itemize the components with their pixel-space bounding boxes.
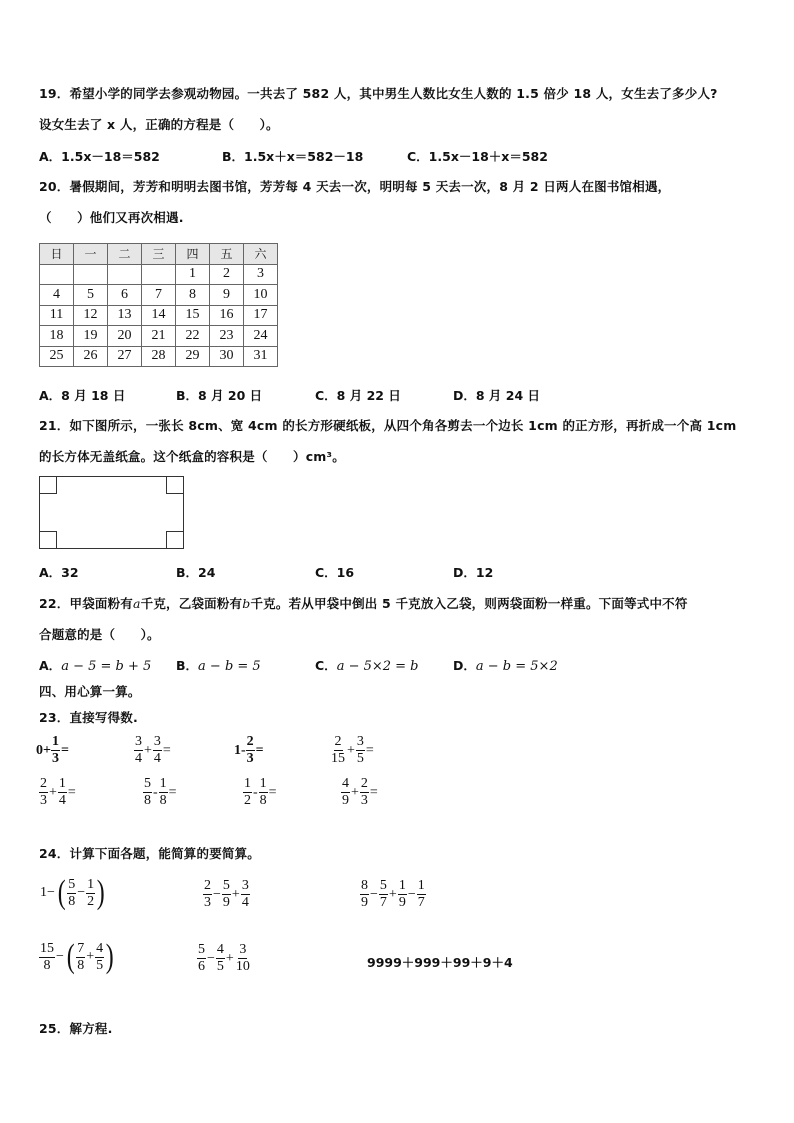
calc-expr-6: 9999＋999＋99＋9＋4 (367, 955, 513, 970)
q22-option-c (315, 656, 419, 674)
numerator: 3 (153, 734, 161, 749)
numerator: 15 (40, 940, 54, 956)
denominator: 15 (331, 751, 345, 766)
calendar-header-cell: 五 (210, 244, 244, 265)
q19-option-b: B．1.5x＋x＝582－18 (222, 149, 364, 164)
denominator: 4 (153, 751, 161, 766)
expr-prefix: 1- (234, 742, 246, 758)
denominator: 5 (356, 751, 364, 766)
numerator: 5 (379, 878, 387, 893)
denominator: 8 (68, 893, 76, 909)
numerator: 2 (204, 878, 211, 893)
q20-option-a: A．8 月 18 日 (39, 388, 126, 403)
left-paren: ( (57, 874, 66, 911)
mental-calc-1 (36, 734, 70, 767)
mental-calc-2 (134, 734, 172, 767)
calendar-day-cell: 11 (40, 305, 74, 326)
calendar-day-cell: 2 (210, 264, 244, 285)
numerator: 5 (68, 876, 76, 892)
calendar-day-cell: 6 (108, 285, 142, 306)
q20-line1: 20．暑假期间，芳芳和明明去图书馆，芳芳每 4 天去一次，明明每 5 天去一次，8 月 2 日两人在图书馆相遇， (39, 179, 671, 194)
operator: + (49, 784, 57, 800)
numerator: 7 (77, 940, 85, 956)
q21-line1: 21．如下图所示，一张长 8cm、宽 4cm 的长方形硬纸板，从四个角各剪去一个边长 1cm 的正方形，再折成一个高 1cm (39, 418, 737, 433)
fraction (341, 776, 350, 809)
calendar-week-row (40, 285, 278, 306)
denominator: 9 (361, 895, 368, 910)
calendar-header-cell: 一 (74, 244, 108, 265)
option-expression: a − 5×2 = b (336, 659, 419, 674)
calendar-day-cell: 26 (74, 346, 108, 367)
fraction (417, 878, 426, 911)
fraction (398, 878, 407, 911)
fraction (86, 877, 95, 910)
mental-calc-7 (243, 776, 278, 809)
calc-expr-5 (197, 942, 251, 975)
q25-title: 25．解方程. (39, 1021, 113, 1036)
q20-option-d: D．8 月 24 日 (453, 388, 541, 403)
option-expression: a − 5 = b + 5 (61, 659, 152, 674)
mental-calc-5 (39, 776, 77, 809)
denominator: 8 (43, 957, 51, 973)
fraction (153, 734, 162, 767)
fraction (379, 878, 388, 911)
calendar-day-cell: 13 (108, 305, 142, 326)
option-label: C． (315, 658, 337, 673)
fraction (203, 878, 212, 911)
denominator: 8 (259, 793, 267, 808)
calendar-day-cell: 8 (176, 285, 210, 306)
denominator: 6 (198, 959, 205, 974)
denominator: 9 (342, 793, 349, 808)
q21-option-d: D．12 (453, 565, 494, 580)
operator: + (347, 742, 355, 758)
numerator: 5 (222, 878, 230, 893)
q20-option-c: C．8 月 22 日 (315, 388, 401, 403)
equals-sign: = (268, 784, 277, 800)
operator: + (225, 950, 234, 966)
calendar-day-cell (108, 264, 142, 285)
calendar-day-cell: 19 (74, 326, 108, 347)
option-label: B． (176, 658, 199, 673)
calendar-day-cell: 21 (142, 326, 176, 347)
calendar-day-cell: 28 (142, 346, 176, 367)
operator: − (213, 886, 221, 902)
option-label: A． (39, 658, 62, 673)
fraction (243, 776, 252, 809)
numerator: 2 (40, 776, 47, 791)
calendar-day-cell (40, 264, 74, 285)
variable-a: a (133, 596, 141, 611)
denominator: 2 (87, 893, 95, 909)
calendar-week-row (40, 326, 278, 347)
fraction (76, 941, 85, 974)
q20-line2: （ ）他们又再次相遇. (39, 210, 184, 225)
operator: - (153, 784, 158, 800)
calendar-header-cell: 四 (176, 244, 210, 265)
operator: − (207, 950, 215, 966)
calendar-day-cell: 10 (244, 285, 278, 306)
equals-sign: = (369, 784, 378, 800)
calendar-day-cell: 31 (244, 346, 278, 367)
operator: − (407, 886, 416, 902)
denominator: 3 (204, 895, 211, 910)
calendar-day-cell: 9 (210, 285, 244, 306)
option-label: D． (453, 658, 476, 673)
calendar-day-cell (74, 264, 108, 285)
fraction (39, 941, 55, 974)
q22-text-b: 千克，乙袋面粉有 (140, 596, 243, 611)
denominator: 3 (246, 751, 254, 766)
operator: + (388, 886, 397, 902)
denominator: 7 (379, 895, 387, 910)
calc-expr-1 (39, 876, 106, 910)
calendar-day-cell (142, 264, 176, 285)
equals-sign: = (162, 742, 171, 758)
calendar-day-cell: 3 (244, 264, 278, 285)
right-paren: ) (96, 874, 105, 911)
calendar-day-cell: 24 (244, 326, 278, 347)
calendar-day-cell: 23 (210, 326, 244, 347)
q22-line2: 合题意的是（ ）。 (39, 627, 160, 642)
numerator: 2 (334, 734, 342, 749)
cut-corner-square (39, 476, 57, 494)
numerator: 1 (159, 776, 167, 791)
calendar-header-cell: 二 (108, 244, 142, 265)
q22-line1 (39, 594, 688, 612)
q22-text-a: 22．甲袋面粉有 (39, 596, 133, 611)
numerator: 1 (259, 776, 267, 791)
q22-option-a (39, 656, 151, 674)
numerator: 1 (244, 776, 251, 791)
cardboard-rectangle-figure (39, 476, 184, 549)
q19-option-a: A．1.5x－18＝582 (39, 149, 160, 164)
mental-calc-4 (330, 734, 375, 767)
operator: − (77, 885, 86, 900)
fraction (39, 776, 48, 809)
numerator: 1 (51, 734, 59, 749)
q21-option-a: A．32 (39, 565, 79, 580)
mental-calc-8 (341, 776, 379, 809)
calendar-day-cell: 30 (210, 346, 244, 367)
q22-option-d (453, 656, 558, 674)
fraction (259, 776, 268, 809)
mental-calc-3 (234, 734, 265, 767)
calendar-day-cell: 29 (176, 346, 210, 367)
operator: + (231, 886, 240, 902)
numerator: 1 (87, 876, 95, 892)
calendar-day-cell: 1 (176, 264, 210, 285)
cut-corner-square (39, 531, 57, 549)
calendar-header-row (40, 244, 278, 265)
numerator: 3 (241, 878, 249, 893)
fraction (134, 734, 143, 767)
q22-text-c: 千克。若从甲袋中倒出 5 千克放入乙袋，则两袋面粉一样重。下面等式中不符 (250, 596, 688, 611)
numerator: 4 (342, 776, 349, 791)
denominator: 10 (235, 959, 250, 974)
denominator: 5 (96, 957, 104, 973)
q22-option-b (176, 656, 261, 674)
section-heading: 四、用心算一算。 (39, 684, 141, 699)
numerator: 2 (360, 776, 368, 791)
denominator: 8 (77, 957, 85, 973)
expr-prefix: 0+ (36, 742, 51, 758)
calc-expr-3 (360, 878, 426, 911)
calendar-header-cell: 六 (244, 244, 278, 265)
fraction (222, 878, 231, 911)
calendar-week-row (40, 264, 278, 285)
fraction (159, 776, 168, 809)
mental-calc-6 (143, 776, 178, 809)
q23-title: 23．直接写得数. (39, 710, 138, 725)
numerator: 3 (356, 734, 364, 749)
calendar-day-cell: 20 (108, 326, 142, 347)
calendar-day-cell: 7 (142, 285, 176, 306)
variable-b: b (242, 596, 251, 611)
q21-line2: 的长方体无盖纸盒。这个纸盒的容积是（ ）cm³。 (39, 449, 345, 464)
option-expression: a − b = 5 (198, 659, 261, 674)
denominator: 4 (135, 751, 142, 766)
fraction (360, 878, 369, 911)
denominator: 3 (51, 751, 59, 766)
numerator: 4 (216, 942, 224, 957)
denominator: 8 (159, 793, 167, 808)
q19-option-c: C．1.5x－18＋x＝582 (407, 149, 548, 164)
fraction (330, 734, 346, 767)
denominator: 9 (398, 895, 406, 910)
q19-line1: 19．希望小学的同学去参观动物园。一共去了 582 人，其中男生人数比女生人数的 1.5 倍少 18 人，女生去了多少人? (39, 86, 718, 101)
numerator: 8 (361, 878, 368, 893)
fraction (95, 941, 104, 974)
denominator: 3 (360, 793, 368, 808)
calendar-header-cell: 三 (142, 244, 176, 265)
calendar-day-cell: 4 (40, 285, 74, 306)
calendar-day-cell: 18 (40, 326, 74, 347)
numerator: 1 (398, 878, 406, 893)
calc-expr-2 (203, 878, 250, 911)
numerator: 5 (198, 942, 205, 957)
numerator: 1 (417, 878, 425, 893)
calendar-day-cell: 27 (108, 346, 142, 367)
fraction (235, 942, 251, 975)
cut-corner-square (166, 531, 184, 549)
q19-line2: 设女生去了 x 人，正确的方程是（ ）。 (39, 117, 279, 132)
numerator: 4 (96, 940, 104, 956)
fraction (51, 734, 60, 767)
calendar-week-row (40, 346, 278, 367)
fraction (246, 734, 255, 767)
numerator: 3 (239, 942, 247, 957)
equals-sign: = (168, 784, 177, 800)
calendar-day-cell: 17 (244, 305, 278, 326)
fraction (216, 942, 225, 975)
q21-option-b: B．24 (176, 565, 216, 580)
calendar-day-cell: 22 (176, 326, 210, 347)
calendar-day-cell: 5 (74, 285, 108, 306)
operator: + (86, 949, 95, 964)
operator: + (144, 742, 152, 758)
denominator: 4 (58, 793, 66, 808)
operator: − (370, 886, 378, 902)
equals-sign: = (255, 742, 264, 758)
operator: − (56, 949, 64, 964)
q20-option-b: B．8 月 20 日 (176, 388, 263, 403)
fraction (241, 878, 250, 911)
option-expression: a − b = 5×2 (475, 659, 558, 674)
calendar-day-cell: 16 (210, 305, 244, 326)
denominator: 5 (216, 959, 224, 974)
operator: - (253, 784, 258, 800)
q21-option-c: C．16 (315, 565, 355, 580)
numerator: 1 (58, 776, 66, 791)
cut-corner-square (166, 476, 184, 494)
denominator: 9 (222, 895, 230, 910)
calc-expr-4 (39, 940, 115, 974)
fraction (197, 942, 206, 975)
calendar-day-cell: 15 (176, 305, 210, 326)
equals-sign: = (67, 784, 76, 800)
right-paren: ) (105, 938, 114, 975)
august-calendar (39, 243, 278, 367)
calendar-day-cell: 12 (74, 305, 108, 326)
expr-prefix: 1− (40, 885, 55, 900)
left-paren: ( (66, 938, 75, 975)
calendar-header-cell: 日 (40, 244, 74, 265)
fraction (356, 734, 365, 767)
fraction (67, 877, 76, 910)
numerator: 2 (246, 734, 254, 749)
calendar-week-row (40, 305, 278, 326)
calendar-day-cell: 14 (142, 305, 176, 326)
fraction (58, 776, 67, 809)
equals-sign: = (60, 742, 69, 758)
denominator: 4 (241, 895, 249, 910)
numerator: 5 (144, 776, 151, 791)
operator: + (351, 784, 359, 800)
calendar-day-cell: 25 (40, 346, 74, 367)
denominator: 7 (417, 895, 425, 910)
denominator: 3 (40, 793, 47, 808)
denominator: 2 (244, 793, 251, 808)
q24-title: 24．计算下面各题，能简算的要简算。 (39, 846, 260, 861)
denominator: 8 (144, 793, 151, 808)
fraction (360, 776, 369, 809)
numerator: 3 (135, 734, 142, 749)
fraction (143, 776, 152, 809)
equals-sign: = (365, 742, 374, 758)
